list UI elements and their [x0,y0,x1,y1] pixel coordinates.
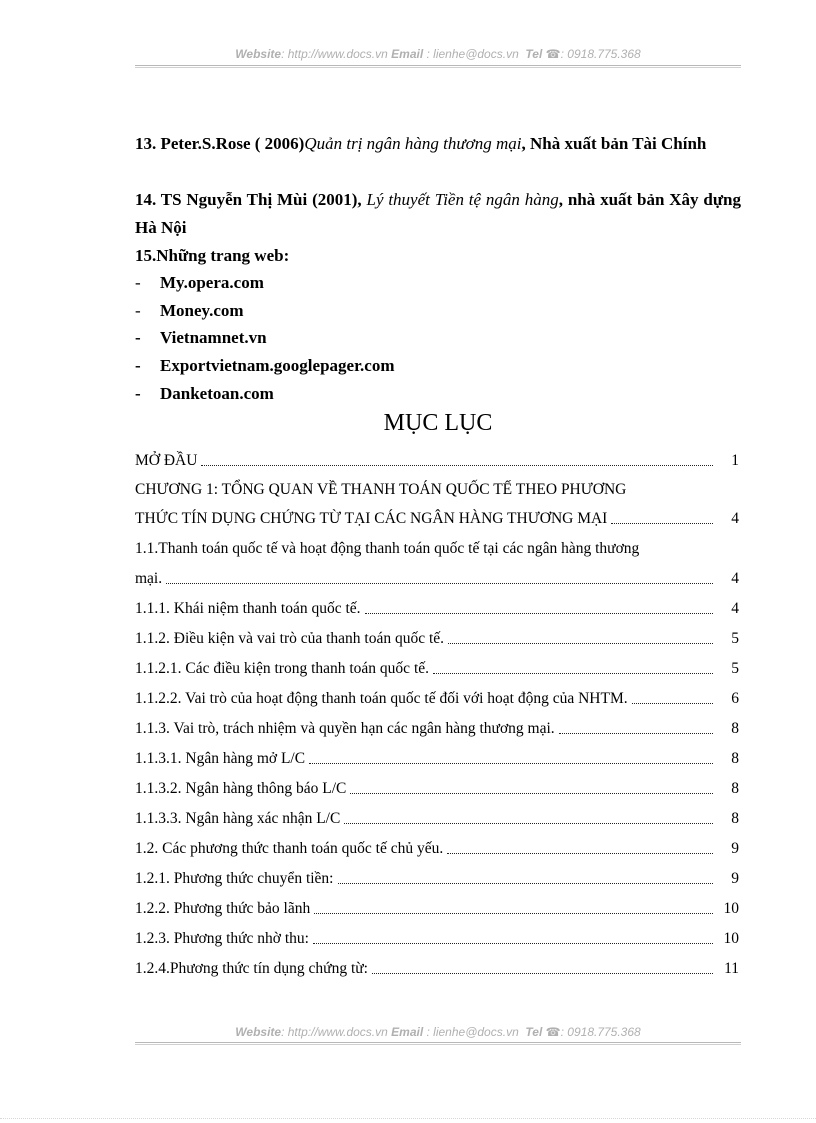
reference-14 [135,186,741,241]
reference-13-author: 13. Peter.S.Rose ( 2006) [135,134,305,153]
toc-dot-leader [314,913,713,914]
toc-page-number: 10 [723,930,739,947]
toc-page-number: 4 [731,510,739,527]
website-text: Exportvietnam.googlepager.com [160,356,395,375]
toc-page-number: 8 [731,810,739,827]
toc-page-number: 6 [731,690,739,707]
toc-entry-text: MỞ ĐẦU [135,452,198,469]
toc-page-number: 9 [731,870,739,887]
toc-entry-text: 1.2.3. Phương thức nhờ thu: [135,930,309,947]
reference-15-heading: 15.Những trang web: [135,246,290,265]
toc-dot-leader [448,643,713,644]
toc-entry-text: 1.2.1. Phương thức chuyển tiền: [135,870,334,887]
toc-entry[interactable] [135,570,739,588]
toc-entry[interactable] [135,960,739,978]
toc-entry[interactable] [135,870,739,888]
reference-14-author: 14. TS Nguyễn Thị Mùi (2001), [135,190,367,209]
list-dash: - [135,273,141,292]
footer-rule-thin [135,1044,741,1045]
header-rule-thin [135,67,741,68]
toc-entry-text: 1.1.2. Điều kiện và vai trò của thanh toán quốc tế. [135,630,445,647]
toc-page-number: 4 [731,600,739,617]
toc-entry-text: mại. [135,570,163,587]
reference-15 [135,242,741,270]
list-dash: - [135,301,141,320]
toc-dot-leader [611,523,713,524]
toc-title: MỤC LỤC [383,410,493,436]
toc-dot-leader [559,733,713,734]
toc-entry[interactable] [135,930,739,948]
toc-dot-leader [201,465,713,466]
website-text: My.opera.com [160,273,264,292]
page-header [135,47,741,61]
reference-13-publisher: , Nhà xuất bản Tài Chính [521,134,707,153]
toc-page-number: 1 [731,452,739,469]
toc-entry-text: 1.1.3.3. Ngân hàng xác nhận L/C [135,810,341,827]
page-footer [135,1025,741,1039]
email-label: Email [391,1025,424,1039]
toc-page-number: 9 [731,840,739,857]
toc-entry[interactable] [135,840,739,858]
toc-entry[interactable] [135,510,739,528]
website-label: Website [235,47,282,61]
tel-label: Tel [525,1025,543,1039]
toc-dot-leader [344,823,713,824]
toc-entry[interactable] [135,660,739,678]
list-dash: - [135,328,141,347]
toc-dot-leader [338,883,713,884]
reference-13 [135,130,741,158]
page-edge [0,1118,816,1119]
tel-label: Tel [525,47,543,61]
toc-dot-leader [313,943,713,944]
toc-entry-text: THỨC TÍN DỤNG CHỨNG TỪ TẠI CÁC NGÂN HÀNG THƯƠNG MẠI [135,510,608,527]
toc-dot-leader [433,673,713,674]
email-value: : lienhe@docs.vn [423,1025,519,1039]
website-value: : http://www.docs.vn [281,1025,388,1039]
list-dash: - [135,384,141,403]
reference-14-title: Lý thuyết Tiền tệ ngân hàng [366,190,559,209]
toc-entry-text: 1.2.4.Phương thức tín dụng chứng từ: [135,960,368,977]
toc-entry-text: 1.1.3.2. Ngân hàng thông báo L/C [135,780,347,797]
toc-entry[interactable] [135,810,739,828]
header-rule [135,65,741,66]
toc-dot-leader [365,613,713,614]
toc-entry[interactable] [135,780,739,798]
footer-rule [135,1042,741,1043]
toc-entry-text: 1.1.1. Khái niệm thanh toán quốc tế. [135,600,361,617]
toc-page-number: 5 [731,660,739,677]
website-text: Money.com [160,301,244,320]
toc-entry-text: 1.1.2.2. Vai trò của hoạt động thanh toán quốc tế đối với hoạt động của NHTM. [135,690,628,707]
toc-entry[interactable] [135,452,739,470]
website-text: Vietnamnet.vn [160,328,267,347]
toc-entry-text: CHƯƠNG 1: TỔNG QUAN VỀ THANH TOÁN QUỐC TẾ THEO PHƯƠNG [135,481,627,498]
toc-page-number: 10 [723,900,739,917]
toc-entry[interactable] [135,900,739,918]
toc-entry-text: 1.1.3. Vai trò, trách nhiệm và quyền hạn các ngân hàng thương mại. [135,720,555,737]
reference-13-title: Quản trị ngân hàng thương mại [304,134,522,153]
toc-entry-text: 1.1.Thanh toán quốc tế và hoạt động thanh toán quốc tế tại các ngân hàng thương [135,540,640,557]
toc-entry[interactable] [135,481,739,499]
toc-entry[interactable] [135,750,739,768]
website-value: : http://www.docs.vn [281,47,388,61]
toc-dot-leader [447,853,713,854]
website-text: Danketoan.com [160,384,274,403]
toc-entry-text: 1.2. Các phương thức thanh toán quốc tế chủ yếu. [135,840,444,857]
toc-dot-leader [309,763,713,764]
reference-14-publisher: , nhà xuất bản Xây dựng Hà Nội [135,190,741,237]
toc-page-number: 8 [731,780,739,797]
toc-page-number: 5 [731,630,739,647]
toc-page-number: 4 [731,570,739,587]
tel-value: : 0918.775.368 [560,1025,641,1039]
toc-dot-leader [166,583,713,584]
toc-entry[interactable] [135,600,739,618]
toc-entry[interactable] [135,540,739,558]
toc-dot-leader [632,703,713,704]
phone-icon: ☎ [545,47,561,61]
toc-entry[interactable] [135,690,739,708]
toc-dot-leader [350,793,713,794]
list-dash: - [135,356,141,375]
toc-entry-text: 1.2.2. Phương thức bảo lãnh [135,900,311,917]
toc-page-number: 11 [724,960,739,977]
email-value: : lienhe@docs.vn [423,47,519,61]
toc-entry-text: 1.1.2.1. Các điều kiện trong thanh toán quốc tế. [135,660,430,677]
website-label: Website [235,1025,282,1039]
toc-page-number: 8 [731,720,739,737]
toc-dot-leader [372,973,713,974]
email-label: Email [391,47,424,61]
toc-entry-text: 1.1.3.1. Ngân hàng mở L/C [135,750,306,767]
phone-icon: ☎ [545,1025,561,1039]
toc-entry[interactable] [135,630,739,648]
toc-page-number: 8 [731,750,739,767]
toc-entry[interactable] [135,720,739,738]
tel-value: : 0918.775.368 [560,47,641,61]
